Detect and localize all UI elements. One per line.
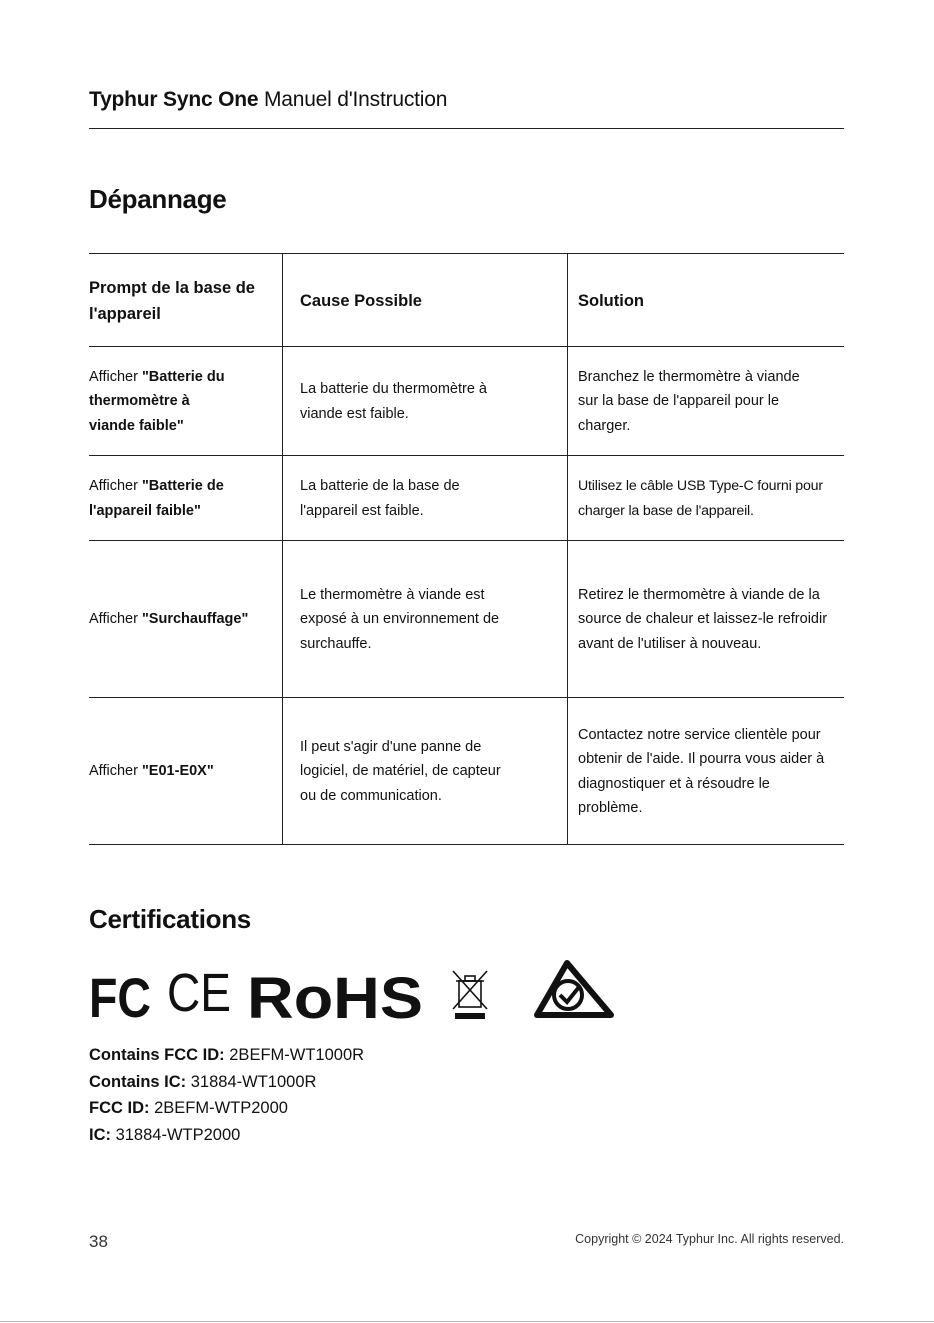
cause-text: La batterie du thermomètre à viande est faible.	[300, 381, 487, 422]
ce-mark	[167, 963, 231, 1023]
cert-line: Contains FCC ID: 2BEFM-WT1000R	[89, 1046, 365, 1064]
column-header-prompt: Prompt de la base de l'appareil	[89, 278, 255, 323]
cert-line: FCC ID: 2BEFM-WTP2000	[89, 1099, 288, 1117]
fcc-logo	[89, 966, 151, 1025]
cause-text: Il peut s'agir d'une panne de logiciel, de matériel, de capteur ou de communication.	[300, 738, 501, 804]
solution-text: Utilisez le câble USB Type-C fourni pour charger la base de l'appareil.	[578, 478, 823, 519]
cause-text: Le thermomètre à viande est exposé à un environnement de surchauffe.	[300, 586, 500, 652]
solution-text: Branchez le thermomètre à viande sur la base de l'appareil pour le charger.	[578, 368, 800, 434]
prompt-prefix: Afficher	[89, 368, 142, 385]
svg-text:RoHS: RoHS	[247, 966, 423, 1025]
solution-text: Contactez notre service clientèle pour obtenir de l'aide. Il pourra vous aider à diagnostiquer et à résoudre le problème.	[578, 726, 825, 816]
certifications-title: Certifications	[89, 904, 251, 934]
table-row	[89, 697, 844, 845]
document-type: Manuel d'Instruction	[263, 88, 448, 111]
troubleshooting-title: Dépannage	[89, 184, 227, 214]
column-header-solution: Solution	[567, 254, 844, 347]
header-divider	[89, 128, 844, 129]
document-header	[89, 88, 447, 112]
prompt-text: "Surchauffage"	[141, 611, 249, 628]
table-row	[89, 540, 844, 698]
table-header-row	[89, 253, 844, 347]
prompt-prefix: Afficher	[89, 763, 142, 780]
copyright-notice: Copyright © 2024 Typhur Inc. All rights reserved.	[575, 1232, 844, 1246]
table-row	[89, 455, 844, 541]
rohs-logo	[247, 966, 423, 1025]
svg-text:FC: FC	[89, 966, 151, 1025]
page-number: 38	[89, 1232, 108, 1251]
table-row	[89, 346, 844, 456]
solution-text: Retirez le thermomètre à viande de la source de chaleur et laissez-le refroidir avant de l'utiliser à nouveau.	[578, 586, 828, 652]
prompt-text: "Batterie de l'appareil faible"	[89, 478, 224, 519]
column-header-cause: Cause Possible	[282, 254, 567, 347]
cert-line: IC: 31884-WTP2000	[89, 1125, 241, 1144]
prompt-text: "E01-E0X"	[141, 763, 214, 780]
cert-line: Contains IC: 31884-WT1000R	[89, 1072, 317, 1091]
certification-ids	[89, 1042, 364, 1148]
prompt-prefix: Afficher	[89, 611, 142, 628]
prompt-text: "Batterie du thermomètre à viande faible"	[89, 368, 225, 434]
rcm-icon	[537, 963, 611, 1015]
table-bottom-border	[89, 844, 844, 845]
cause-text: La batterie de la base de l'appareil est faible.	[300, 478, 460, 519]
prompt-prefix: Afficher	[89, 478, 142, 494]
product-name: Typhur Sync One	[89, 88, 259, 111]
weee-icon	[453, 971, 487, 1019]
page-edge-line	[0, 1321, 934, 1322]
svg-text:CE: CE	[167, 963, 231, 1023]
certification-logos	[89, 955, 629, 1025]
